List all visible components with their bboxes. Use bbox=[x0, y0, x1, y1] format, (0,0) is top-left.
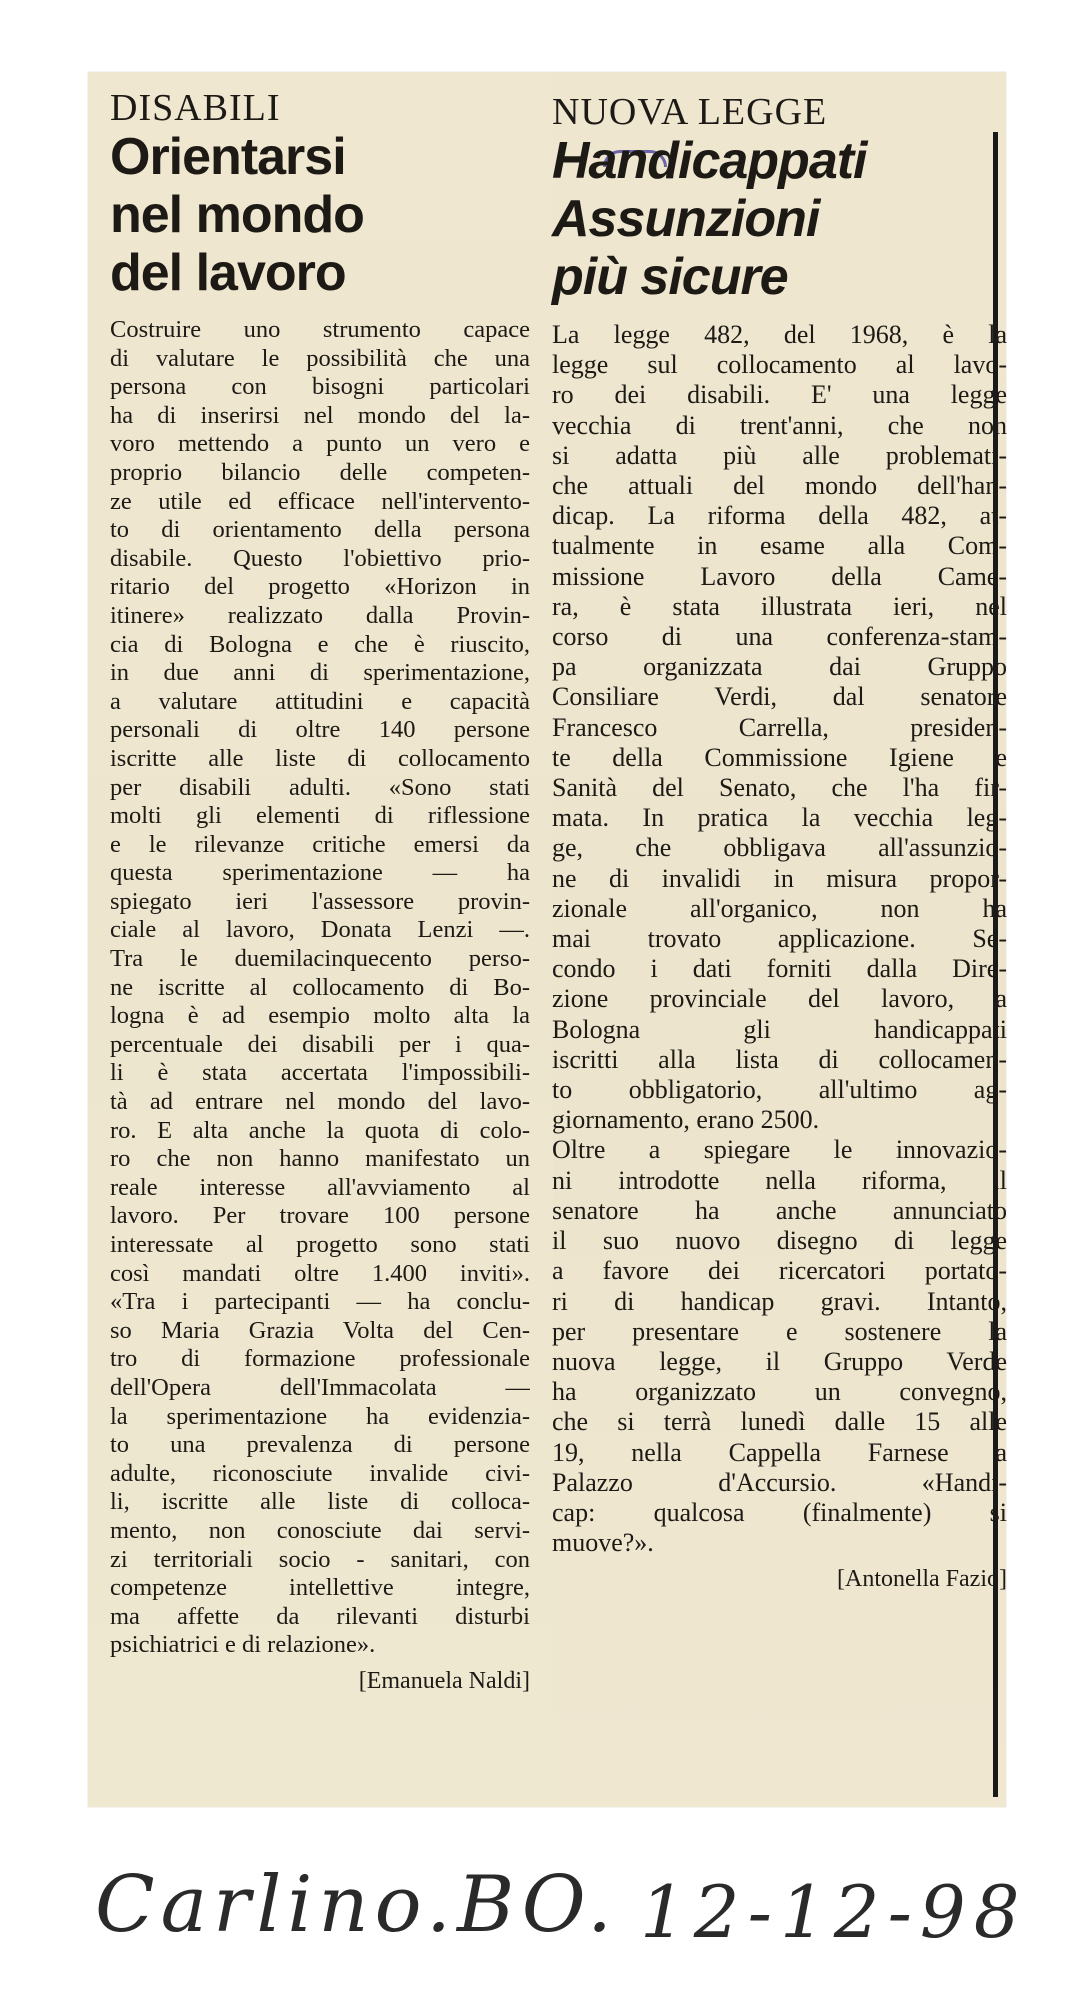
article-text-line: che si terrà lunedì dalle 15 alle bbox=[552, 1407, 1007, 1437]
article-text-line: ne di invalidi in misura propor- bbox=[552, 863, 1007, 893]
article-text-line: lavoro. Per trovare 100 persone bbox=[110, 1202, 530, 1230]
article-text-line: Costruire uno strumento capace bbox=[110, 316, 530, 343]
article-text-line: tualmente in esame alla Com- bbox=[552, 531, 1007, 561]
right-headline-line: Handicappati bbox=[552, 132, 867, 190]
article-text-line: ro dei disabili. E' una legge bbox=[552, 380, 1007, 410]
article-text-line: vecchia di trent'anni, che non bbox=[552, 410, 1007, 440]
article-text-line: Consiliare Verdi, dal senatore bbox=[552, 682, 1007, 712]
article-text-line: corso di una conferenza-stam- bbox=[552, 622, 1007, 652]
article-text-line: in due anni di sperimentazione, bbox=[110, 659, 530, 687]
article-text-line: proprio bilancio delle competen- bbox=[110, 458, 530, 486]
article-text-line: Tra le duemilacinquecento perso- bbox=[110, 945, 530, 973]
left-headline-line: Orientarsi bbox=[110, 128, 346, 186]
article-text-line: ni introdotte nella riforma, il bbox=[552, 1165, 1007, 1195]
article-text-line: persona con bisogni particolari bbox=[110, 373, 530, 401]
article-text-line: molti gli elementi di riflessione bbox=[110, 802, 530, 830]
article-text-line: giornamento, erano 2500. bbox=[552, 1105, 820, 1135]
article-text-line: a favore dei ricercatori portato- bbox=[552, 1256, 1007, 1286]
article-text-line: zi territoriali socio - sanitari, con bbox=[110, 1545, 530, 1573]
left-headline bbox=[110, 128, 530, 302]
article-text-line: ze utile ed efficace nell'intervento- bbox=[110, 487, 530, 515]
article-text-line: voro mettendo a punto un vero e bbox=[110, 430, 530, 458]
article-text-line: si adatta più alle problemati- bbox=[552, 440, 1007, 470]
article-text-line: zione provinciale del lavoro, a bbox=[552, 984, 1007, 1014]
right-headline bbox=[552, 132, 1007, 306]
article-text-line: dicap. La riforma della 482, at- bbox=[552, 501, 1007, 531]
article-text-line: questa sperimentazione — ha bbox=[110, 859, 530, 887]
article-text-line: senatore ha anche annunciato bbox=[552, 1195, 1007, 1225]
article-text-line: zionale all'organico, non ha bbox=[552, 893, 1007, 923]
right-article-body bbox=[552, 320, 1007, 1558]
article-text-line: missione Lavoro della Came- bbox=[552, 561, 1007, 591]
article-text-line: Oltre a spiegare le innovazio- bbox=[552, 1135, 1007, 1165]
handwritten-source: Carlino.BO. bbox=[95, 1860, 618, 1950]
article-text-line: iscritti alla lista di collocamen- bbox=[552, 1044, 1007, 1074]
right-kicker: NUOVA LEGGE bbox=[552, 91, 828, 133]
left-signature: [Emanuela Naldi] bbox=[358, 1667, 530, 1694]
article-text-line: to obbligatorio, all'ultimo ag- bbox=[552, 1075, 1007, 1105]
article-text-line: ge, che obbligava all'assunzio- bbox=[552, 833, 1007, 863]
article-text-line: te della Commissione Igiene e bbox=[552, 742, 1007, 772]
article-text-line: mai trovato applicazione. Se- bbox=[552, 924, 1007, 954]
article-text-line: dell'Opera dell'Immacolata — bbox=[110, 1373, 530, 1401]
right-headline-line: più sicure bbox=[552, 248, 788, 306]
article-text-line: ri di handicap gravi. Intanto, bbox=[552, 1286, 1007, 1316]
left-headline-line: del lavoro bbox=[110, 244, 346, 302]
right-signature: [Antonella Fazio] bbox=[837, 1566, 1007, 1593]
article-text-line: e le rilevanze critiche emersi da bbox=[110, 830, 530, 858]
article-text-line: li, iscritte alle liste di colloca- bbox=[110, 1488, 530, 1516]
article-text-line: a valutare attitudini e capacità bbox=[110, 687, 530, 715]
article-text-line: interessate al progetto sono stati bbox=[110, 1231, 530, 1258]
article-text-line: così mandati oltre 1.400 inviti». bbox=[110, 1259, 530, 1287]
article-text-line: ritario del progetto «Horizon in bbox=[110, 573, 530, 601]
article-text-line: tà ad entrare nel mondo del lavo- bbox=[110, 1088, 530, 1116]
article-text-line: iscritte alle liste di collocamento bbox=[110, 744, 530, 772]
article-text-line: li è stata accertata l'impossibili- bbox=[110, 1059, 530, 1087]
article-text-line: pa organizzata dai Gruppo bbox=[552, 652, 1007, 682]
right-headline-line: Assunzioni bbox=[552, 190, 820, 248]
article-text-line: to di orientamento della persona bbox=[110, 516, 530, 544]
article-text-line: Sanità del Senato, che l'ha fir- bbox=[552, 773, 1007, 803]
article-text-line: che attuali del mondo dell'han- bbox=[552, 471, 1007, 501]
article-text-line: personali di oltre 140 persone bbox=[110, 716, 530, 744]
article-nuova-legge bbox=[552, 92, 1007, 1594]
article-text-line: 19, nella Cappella Farnese a bbox=[552, 1437, 1007, 1467]
article-text-line: mento, non conosciute dai servi- bbox=[110, 1516, 530, 1544]
article-text-line: so Maria Grazia Volta del Cen- bbox=[110, 1316, 530, 1344]
article-text-line: ro che non hanno manifestato un bbox=[110, 1145, 530, 1173]
article-text-line: Francesco Carrella, presiden- bbox=[552, 712, 1007, 742]
article-text-line: itinere» realizzato dalla Provin- bbox=[110, 601, 530, 629]
left-article-body bbox=[110, 316, 530, 1660]
article-text-line: disabile. Questo l'obiettivo prio- bbox=[110, 544, 530, 572]
article-text-line: spiegato ieri l'assessore provin- bbox=[110, 887, 530, 915]
article-text-line: ha organizzato un convegno, bbox=[552, 1377, 1007, 1407]
article-text-line: logna è ad esempio molto alta la bbox=[110, 1002, 530, 1030]
left-kicker: DISABILI bbox=[110, 87, 281, 129]
article-text-line: di valutare le possibilità che una bbox=[110, 344, 530, 372]
article-text-line: competenze intellettive integre, bbox=[110, 1574, 530, 1602]
article-text-line: ra, è stata illustrata ieri, nel bbox=[552, 591, 1007, 621]
article-text-line: psichiatrici e di relazione». bbox=[110, 1631, 376, 1659]
article-text-line: percentuale dei disabili per i qua- bbox=[110, 1030, 530, 1058]
article-text-line: adulte, riconosciute invalide civi- bbox=[110, 1459, 530, 1487]
article-text-line: per disabili adulti. «Sono stati bbox=[110, 773, 530, 801]
article-text-line: «Tra i partecipanti — ha conclu- bbox=[110, 1288, 530, 1316]
article-text-line: ma affette da rilevanti disturbi bbox=[110, 1602, 530, 1630]
article-text-line: cia di Bologna e che è riuscito, bbox=[110, 630, 530, 658]
article-text-line: nuova legge, il Gruppo Verde bbox=[552, 1346, 1007, 1376]
article-text-line: Palazzo d'Accursio. «Handi- bbox=[552, 1467, 1007, 1497]
article-text-line: ro. E alta anche la quota di colo- bbox=[110, 1116, 530, 1144]
article-text-line: ne iscritte al collocamento di Bo- bbox=[110, 973, 530, 1001]
article-text-line: per presentare e sostenere la bbox=[552, 1316, 1007, 1346]
article-text-line: Bologna gli handicappati bbox=[552, 1014, 1007, 1044]
article-text-line: cap: qualcosa (finalmente) si bbox=[552, 1497, 1007, 1527]
article-text-line: tro di formazione professionale bbox=[110, 1345, 530, 1373]
handwritten-date: 12-12-98 bbox=[640, 1870, 1028, 1954]
article-text-line: legge sul collocamento al lavo- bbox=[552, 350, 1007, 380]
left-headline-line: nel mondo bbox=[110, 186, 364, 244]
article-text-line: muove?». bbox=[552, 1528, 654, 1558]
article-text-line: la sperimentazione ha evidenzia- bbox=[110, 1402, 530, 1430]
article-text-line: to una prevalenza di persone bbox=[110, 1431, 530, 1459]
article-text-line: mata. In pratica la vecchia leg- bbox=[552, 803, 1007, 833]
article-disabili bbox=[110, 88, 530, 1696]
article-text-line: ciale al lavoro, Donata Lenzi —. bbox=[110, 916, 530, 944]
article-text-line: La legge 482, del 1968, è la bbox=[552, 320, 1007, 349]
article-text-line: reale interesse all'avviamento al bbox=[110, 1173, 530, 1201]
article-text-line: ha di inserirsi nel mondo del la- bbox=[110, 401, 530, 429]
article-text-line: condo i dati forniti dalla Dire- bbox=[552, 954, 1007, 984]
article-text-line: il suo nuovo disegno di legge bbox=[552, 1226, 1007, 1256]
